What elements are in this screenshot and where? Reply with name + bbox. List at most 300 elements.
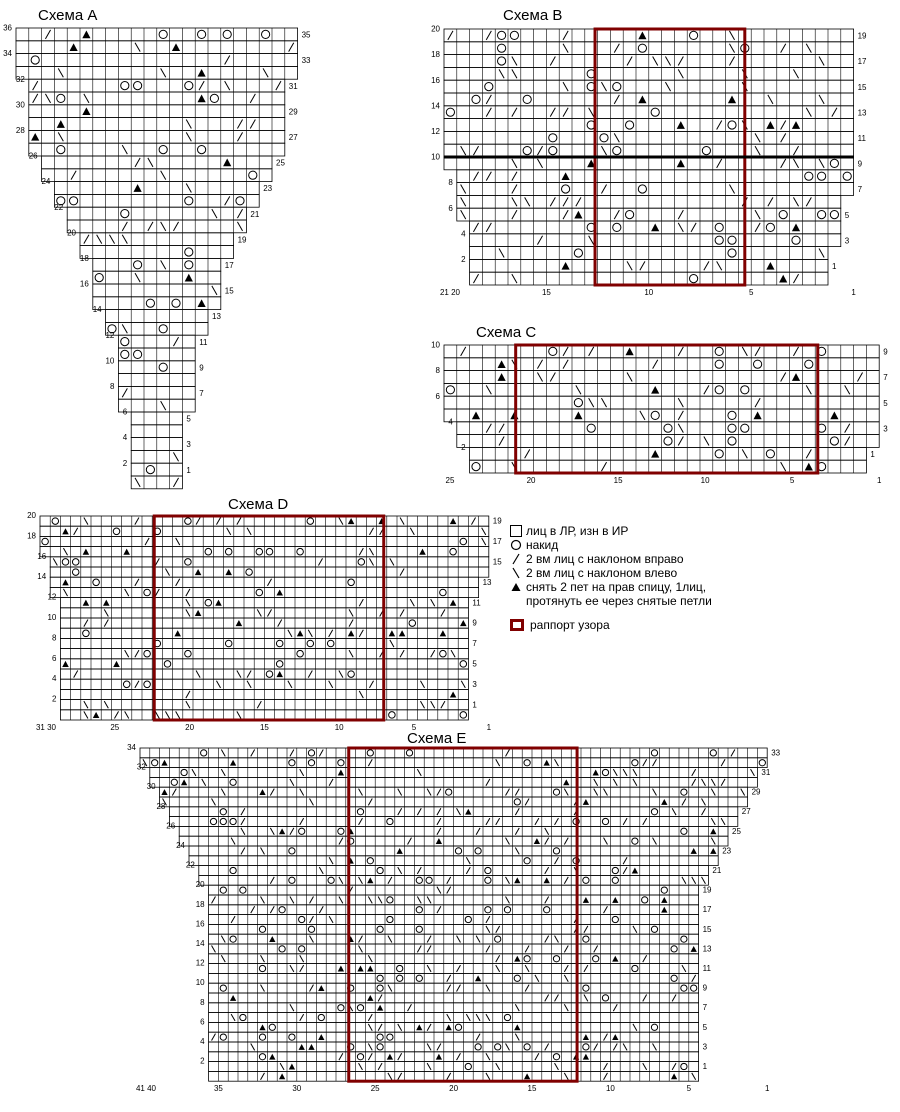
row-number-odd: 13 bbox=[212, 312, 221, 322]
yarn-over-symbol bbox=[42, 538, 49, 545]
cdd-symbol bbox=[113, 661, 120, 667]
cdd-symbol bbox=[612, 897, 618, 903]
cdd-symbol bbox=[299, 1044, 305, 1050]
k2tog-left-symbol bbox=[410, 528, 414, 535]
cdd-symbol bbox=[230, 760, 236, 766]
yarn-over-symbol bbox=[83, 630, 90, 637]
k2tog-left-symbol bbox=[537, 373, 542, 382]
yarn-over-symbol bbox=[259, 1034, 265, 1040]
yarn-over-symbol bbox=[159, 325, 167, 333]
k2tog-left-symbol bbox=[237, 711, 241, 718]
yarn-over-symbol bbox=[702, 147, 710, 155]
yarn-over-symbol bbox=[626, 121, 634, 129]
k2tog-right-symbol bbox=[408, 838, 412, 845]
k2tog-right-symbol bbox=[564, 877, 568, 884]
cdd-symbol bbox=[626, 348, 634, 356]
yarn-over-symbol bbox=[318, 1014, 324, 1020]
cdd-symbol bbox=[544, 760, 550, 766]
k2tog-right-symbol bbox=[135, 681, 139, 688]
k2tog-left-symbol bbox=[457, 936, 461, 943]
k2tog-left-symbol bbox=[461, 681, 465, 688]
cdd-symbol bbox=[677, 121, 685, 129]
chart-title: Схема В bbox=[503, 7, 563, 24]
yarn-over-symbol bbox=[632, 760, 638, 766]
yarn-over-symbol bbox=[553, 956, 559, 962]
yarn-over-symbol bbox=[210, 94, 218, 102]
yarn-over-symbol bbox=[389, 712, 396, 719]
yarn-over-symbol bbox=[553, 789, 559, 795]
cdd-symbol bbox=[236, 620, 243, 626]
row-number-even: 8 bbox=[448, 178, 453, 188]
yarn-over-symbol bbox=[754, 360, 762, 368]
k2tog-left-symbol bbox=[125, 711, 129, 718]
k2tog-right-symbol bbox=[417, 867, 421, 874]
row-number-even: 32 bbox=[15, 74, 25, 84]
cdd-symbol bbox=[195, 569, 202, 575]
yarn-over-symbol bbox=[299, 946, 305, 952]
k2tog-left-symbol bbox=[125, 589, 129, 596]
yarn-over-symbol bbox=[299, 828, 305, 834]
yarn-over-symbol bbox=[759, 760, 765, 766]
k2tog-left-symbol bbox=[594, 779, 598, 786]
yarn-over-symbol bbox=[397, 965, 403, 971]
k2tog-right-symbol bbox=[653, 759, 657, 766]
k2tog-left-symbol bbox=[310, 798, 314, 805]
k2tog-left-symbol bbox=[633, 1024, 637, 1031]
cdd-symbol bbox=[348, 630, 355, 636]
k2tog-right-symbol bbox=[251, 749, 255, 756]
cdd-symbol bbox=[198, 95, 206, 103]
k2tog-right-symbol bbox=[545, 994, 549, 1001]
k2tog-left-symbol bbox=[58, 132, 63, 141]
yarn-over-symbol bbox=[651, 1024, 657, 1030]
k2tog-right-symbol bbox=[437, 906, 441, 913]
k2tog-right-symbol bbox=[398, 808, 402, 815]
yarn-over-symbol bbox=[583, 1044, 589, 1050]
k2tog-left-symbol bbox=[300, 769, 304, 776]
yarn-over-symbol bbox=[728, 424, 736, 432]
k2tog-right-symbol bbox=[473, 172, 478, 181]
k2tog-right-symbol bbox=[614, 210, 619, 219]
k2tog-left-symbol bbox=[417, 896, 421, 903]
yarn-over-symbol bbox=[256, 589, 263, 596]
k2tog-right-symbol bbox=[441, 609, 445, 616]
k2tog-right-symbol bbox=[172, 789, 176, 796]
cdd-symbol bbox=[367, 995, 373, 1001]
yarn-over-symbol bbox=[259, 965, 265, 971]
k2tog-left-symbol bbox=[729, 31, 734, 40]
yarn-over-symbol bbox=[553, 848, 559, 854]
row-number-odd: 35 bbox=[301, 30, 311, 40]
k2tog-left-symbol bbox=[653, 838, 657, 845]
k2tog-left-symbol bbox=[564, 789, 568, 796]
k2tog-right-symbol bbox=[173, 337, 178, 346]
cdd-symbol bbox=[276, 671, 283, 677]
k2tog-left-symbol bbox=[704, 437, 709, 446]
k2tog-left-symbol bbox=[221, 936, 225, 943]
yarn-over-symbol bbox=[728, 249, 736, 257]
k2tog-right-symbol bbox=[806, 449, 811, 458]
cdd-symbol bbox=[544, 877, 550, 883]
yarn-over-symbol bbox=[613, 83, 621, 91]
row-number-even: 12 bbox=[105, 330, 115, 340]
k2tog-right-symbol bbox=[289, 43, 294, 52]
yarn-over-symbol bbox=[460, 538, 467, 545]
k2tog-left-symbol bbox=[261, 985, 265, 992]
yarn-over-symbol bbox=[387, 1034, 393, 1040]
yarn-over-symbol bbox=[495, 1044, 501, 1050]
k2tog-right-symbol bbox=[359, 818, 363, 825]
k2tog-right-symbol bbox=[589, 347, 594, 356]
k2tog-right-symbol bbox=[310, 896, 314, 903]
cdd-symbol bbox=[651, 224, 659, 232]
k2tog-right-symbol bbox=[461, 347, 466, 356]
cdd-symbol bbox=[498, 373, 506, 381]
cdd-symbol bbox=[498, 360, 506, 368]
k2tog-right-symbol bbox=[506, 749, 510, 756]
yarn-over-symbol bbox=[681, 936, 687, 942]
yarn-over-symbol bbox=[230, 818, 236, 824]
yarn-over-symbol bbox=[269, 1024, 275, 1030]
yarn-over-symbol bbox=[205, 548, 212, 555]
yarn-over-symbol bbox=[514, 799, 520, 805]
yarn-over-symbol bbox=[338, 1005, 344, 1011]
k2tog-left-symbol bbox=[300, 955, 304, 962]
k2tog-right-symbol bbox=[447, 975, 451, 982]
column-number: 5 bbox=[411, 723, 417, 732]
yarn-over-symbol bbox=[671, 975, 677, 981]
yarn-over-symbol bbox=[113, 528, 120, 535]
k2tog-right-symbol bbox=[537, 236, 542, 245]
k2tog-left-symbol bbox=[496, 759, 500, 766]
cdd-symbol bbox=[562, 172, 570, 180]
k2tog-left-symbol bbox=[729, 44, 734, 53]
yarn-over-symbol bbox=[460, 712, 467, 719]
k2tog-right-symbol bbox=[550, 57, 555, 66]
yarn-over-symbol bbox=[159, 363, 167, 371]
yarn-over-symbol bbox=[524, 1044, 530, 1050]
yarn-over-symbol bbox=[297, 548, 304, 555]
yarn-over-symbol bbox=[95, 274, 103, 282]
yarn-over-symbol bbox=[181, 769, 187, 775]
yarn-over-symbol bbox=[498, 31, 506, 39]
k2tog-left-symbol bbox=[97, 235, 102, 244]
cdd-symbol bbox=[134, 184, 142, 192]
yarn-over-symbol bbox=[210, 818, 216, 824]
k2tog-right-symbol bbox=[278, 620, 282, 627]
cdd-symbol bbox=[710, 848, 716, 854]
k2tog-left-symbol bbox=[122, 324, 127, 333]
row-number-odd: 15 bbox=[224, 286, 234, 296]
k2tog-right-symbol bbox=[329, 630, 333, 637]
yarn-over-symbol bbox=[266, 671, 273, 678]
k2tog-left-symbol bbox=[711, 838, 715, 845]
k2tog-left-symbol bbox=[678, 398, 683, 407]
yarn-over-symbol bbox=[805, 360, 813, 368]
row-number-even: 2 bbox=[51, 694, 57, 704]
k2tog-left-symbol bbox=[109, 235, 114, 244]
k2tog-right-symbol bbox=[417, 945, 421, 952]
cdd-symbol bbox=[297, 630, 304, 636]
k2tog-right-symbol bbox=[359, 936, 363, 943]
yarn-over-symbol bbox=[259, 926, 265, 932]
yarn-over-symbol bbox=[728, 121, 736, 129]
k2tog-right-symbol bbox=[447, 887, 451, 894]
k2tog-right-symbol bbox=[441, 701, 445, 708]
row-number-even: 20 bbox=[67, 228, 76, 238]
cdd-symbol bbox=[367, 877, 373, 883]
k2tog-right-symbol bbox=[267, 609, 271, 616]
yarn-over-symbol bbox=[134, 350, 142, 358]
k2tog-left-symbol bbox=[176, 711, 180, 718]
row-number-even: 2 bbox=[122, 458, 128, 468]
k2tog-right-symbol bbox=[437, 808, 441, 815]
row-number-even: 14 bbox=[92, 305, 102, 315]
yarn-over-symbol bbox=[357, 1054, 363, 1060]
row-number-odd: 11 bbox=[199, 337, 208, 347]
k2tog-left-symbol bbox=[506, 838, 510, 845]
k2tog-left-symbol bbox=[594, 789, 598, 796]
cdd-symbol bbox=[754, 412, 762, 420]
k2tog-left-symbol bbox=[388, 985, 392, 992]
k2tog-left-symbol bbox=[135, 43, 140, 52]
k2tog-right-symbol bbox=[173, 478, 178, 487]
k2tog-left-symbol bbox=[564, 1004, 568, 1011]
yarn-over-symbol bbox=[72, 569, 79, 576]
yarn-over-symbol bbox=[338, 760, 344, 766]
yarn-over-symbol bbox=[308, 926, 314, 932]
k2tog-right-symbol bbox=[496, 926, 500, 933]
yarn-over-symbol bbox=[440, 589, 447, 596]
yarn-over-symbol bbox=[220, 1034, 226, 1040]
yarn-over-symbol bbox=[220, 818, 226, 824]
yarn-over-symbol bbox=[830, 211, 838, 219]
yarn-over-symbol bbox=[583, 936, 589, 942]
k2tog-left-symbol bbox=[682, 965, 686, 972]
yarn-over-symbol bbox=[357, 1005, 363, 1011]
k2tog-left-symbol bbox=[261, 955, 265, 962]
k2tog-right-symbol bbox=[781, 373, 786, 382]
cdd-symbol bbox=[475, 975, 481, 981]
k2tog-left-symbol bbox=[122, 235, 127, 244]
k2tog-left-symbol bbox=[461, 185, 466, 194]
yarn-over-symbol bbox=[201, 750, 207, 756]
k2tog-left-symbol bbox=[806, 108, 811, 117]
yarn-over-symbol bbox=[574, 249, 582, 257]
chart-d bbox=[40, 516, 489, 720]
k2tog-right-symbol bbox=[135, 518, 139, 525]
yarn-over-symbol bbox=[72, 559, 79, 566]
k2tog-right-symbol bbox=[290, 749, 294, 756]
row-number-even: 2 bbox=[461, 442, 466, 452]
yarn-over-symbol bbox=[690, 275, 698, 283]
k2tog-left-symbol bbox=[486, 385, 491, 394]
yarn-over-symbol bbox=[358, 559, 365, 566]
k2tog-left-symbol bbox=[711, 789, 715, 796]
cdd-symbol bbox=[289, 1064, 295, 1070]
k2tog-right-symbol bbox=[614, 44, 619, 53]
k2tog-left-symbol bbox=[601, 82, 606, 91]
yarn-over-symbol bbox=[249, 171, 257, 179]
k2tog-left-symbol bbox=[819, 95, 824, 104]
cdd-symbol bbox=[308, 1044, 314, 1050]
k2tog-left-symbol bbox=[369, 558, 373, 565]
cdd-symbol bbox=[450, 600, 457, 606]
k2tog-left-symbol bbox=[155, 711, 159, 718]
yarn-over-symbol bbox=[728, 437, 736, 445]
cdd-symbol bbox=[198, 69, 206, 77]
k2tog-left-symbol bbox=[339, 877, 343, 884]
k2tog-left-symbol bbox=[368, 955, 372, 962]
row-number-even: 34 bbox=[3, 49, 12, 59]
column-number: 15 bbox=[541, 288, 551, 297]
row-number-odd: 29 bbox=[288, 107, 298, 117]
row-number-odd: 7 bbox=[883, 373, 888, 383]
yarn-over-symbol bbox=[681, 828, 687, 834]
k2tog-right-symbol bbox=[525, 798, 529, 805]
k2tog-left-symbol bbox=[845, 385, 850, 394]
k2tog-left-symbol bbox=[161, 260, 166, 269]
k2tog-left-symbol bbox=[173, 452, 178, 461]
k2tog-left-symbol bbox=[627, 261, 632, 270]
k2tog-right-symbol bbox=[499, 437, 504, 446]
yarn-over-symbol bbox=[52, 518, 59, 525]
k2tog-left-symbol bbox=[237, 671, 241, 678]
k2tog-right-symbol bbox=[310, 985, 314, 992]
yarn-over-symbol bbox=[504, 907, 510, 913]
yarn-over-symbol bbox=[121, 82, 129, 90]
k2tog-left-symbol bbox=[212, 209, 217, 218]
row-number-even: 8 bbox=[435, 366, 440, 376]
k2tog-left-symbol bbox=[420, 681, 424, 688]
k2tog-right-symbol bbox=[308, 671, 312, 678]
k2tog-right-symbol bbox=[678, 347, 683, 356]
yarn-over-symbol bbox=[455, 1024, 461, 1030]
k2tog-left-symbol bbox=[221, 955, 225, 962]
k2tog-right-symbol bbox=[349, 620, 353, 627]
cdd-symbol bbox=[612, 1034, 618, 1040]
k2tog-left-symbol bbox=[755, 146, 760, 155]
yarn-over-symbol bbox=[93, 579, 100, 586]
k2tog-right-symbol bbox=[368, 798, 372, 805]
yarn-over-symbol bbox=[602, 995, 608, 1001]
k2tog-right-symbol bbox=[721, 759, 725, 766]
yarn-over-symbol bbox=[638, 44, 646, 52]
k2tog-left-symbol bbox=[53, 558, 57, 565]
k2tog-left-symbol bbox=[486, 926, 490, 933]
k2tog-right-symbol bbox=[270, 789, 274, 796]
k2tog-left-symbol bbox=[476, 936, 480, 943]
k2tog-left-symbol bbox=[742, 449, 747, 458]
k2tog-right-symbol bbox=[300, 1014, 304, 1021]
k2tog-left-symbol bbox=[806, 385, 811, 394]
k2tog-left-symbol bbox=[400, 518, 404, 525]
k2tog-right-symbol bbox=[729, 57, 734, 66]
k2tog-left-symbol bbox=[231, 1014, 235, 1021]
cdd-symbol bbox=[638, 32, 646, 40]
yarn-over-symbol bbox=[123, 681, 130, 688]
k2tog-right-symbol bbox=[535, 818, 539, 825]
yarn-over-symbol bbox=[225, 548, 232, 555]
yarn-over-symbol bbox=[262, 30, 270, 38]
row-number-odd: 9 bbox=[199, 363, 204, 373]
row-number-odd: 11 bbox=[472, 598, 481, 608]
cdd-symbol bbox=[562, 262, 570, 270]
k2tog-right-symbol bbox=[486, 945, 490, 952]
k2tog-left-symbol bbox=[819, 249, 824, 258]
k2tog-right-symbol bbox=[155, 558, 159, 565]
yarn-over-symbol bbox=[416, 975, 422, 981]
k2tog-right-symbol bbox=[563, 31, 568, 40]
cdd-symbol bbox=[57, 120, 65, 128]
k2tog-right-symbol bbox=[122, 388, 127, 397]
yarn-over-symbol bbox=[416, 926, 422, 932]
k2tog-left-symbol bbox=[161, 68, 166, 77]
cdd-symbol bbox=[103, 600, 110, 606]
k2tog-right-symbol bbox=[466, 867, 470, 874]
k2tog-right-symbol bbox=[231, 916, 235, 923]
k2tog-right-symbol bbox=[781, 133, 786, 142]
k2tog-right-symbol bbox=[563, 347, 568, 356]
k2tog-right-symbol bbox=[270, 877, 274, 884]
k2tog-right-symbol bbox=[672, 994, 676, 1001]
yarn-over-symbol bbox=[553, 1054, 559, 1060]
k2tog-left-symbol bbox=[231, 838, 235, 845]
row-number-odd: 1 bbox=[870, 450, 875, 459]
yarn-over-symbol bbox=[612, 877, 618, 883]
yarn-over-symbol bbox=[220, 809, 226, 815]
yarn-over-symbol bbox=[57, 146, 65, 154]
k2tog-right-symbol bbox=[155, 589, 159, 596]
k2tog-left-symbol bbox=[545, 828, 549, 835]
k2tog-left-symbol bbox=[122, 145, 127, 154]
yarn-over-symbol bbox=[766, 450, 774, 458]
yarn-over-symbol bbox=[600, 134, 608, 142]
k2tog-right-symbol bbox=[186, 691, 190, 698]
k2tog-left-symbol bbox=[563, 44, 568, 53]
k2tog-right-symbol bbox=[486, 31, 491, 40]
yarn-over-symbol bbox=[220, 985, 226, 991]
yarn-over-symbol bbox=[230, 936, 236, 942]
k2tog-right-symbol bbox=[691, 223, 696, 232]
yarn-over-symbol bbox=[613, 223, 621, 231]
cdd-symbol bbox=[691, 946, 697, 952]
cdd-symbol bbox=[514, 956, 520, 962]
yarn-over-symbol bbox=[715, 223, 723, 231]
k2tog-right-symbol bbox=[212, 896, 216, 903]
yarn-over-symbol bbox=[246, 569, 253, 576]
k2tog-left-symbol bbox=[623, 769, 627, 776]
k2tog-left-symbol bbox=[665, 57, 670, 66]
row-number-odd: 1 bbox=[186, 465, 191, 475]
k2tog-left-symbol bbox=[63, 548, 67, 555]
k2tog-right-symbol bbox=[576, 197, 581, 206]
k2tog-left-symbol bbox=[751, 769, 755, 776]
k2tog-left-symbol bbox=[486, 1053, 490, 1060]
k2tog-right-symbol bbox=[555, 994, 559, 1001]
yarn-over-symbol bbox=[185, 518, 192, 525]
k2tog-right-symbol bbox=[643, 994, 647, 1001]
k2tog-left-symbol bbox=[186, 599, 190, 606]
yarn-over-symbol bbox=[613, 147, 621, 155]
k2tog-left-symbol bbox=[482, 528, 486, 535]
k2tog-right-symbol bbox=[33, 81, 38, 90]
k2tog-left-symbol bbox=[717, 261, 722, 270]
yarn-over-symbol bbox=[225, 640, 232, 647]
k2tog-left-symbol bbox=[221, 789, 225, 796]
cdd-symbol bbox=[367, 966, 373, 972]
cdd-symbol bbox=[632, 868, 638, 874]
